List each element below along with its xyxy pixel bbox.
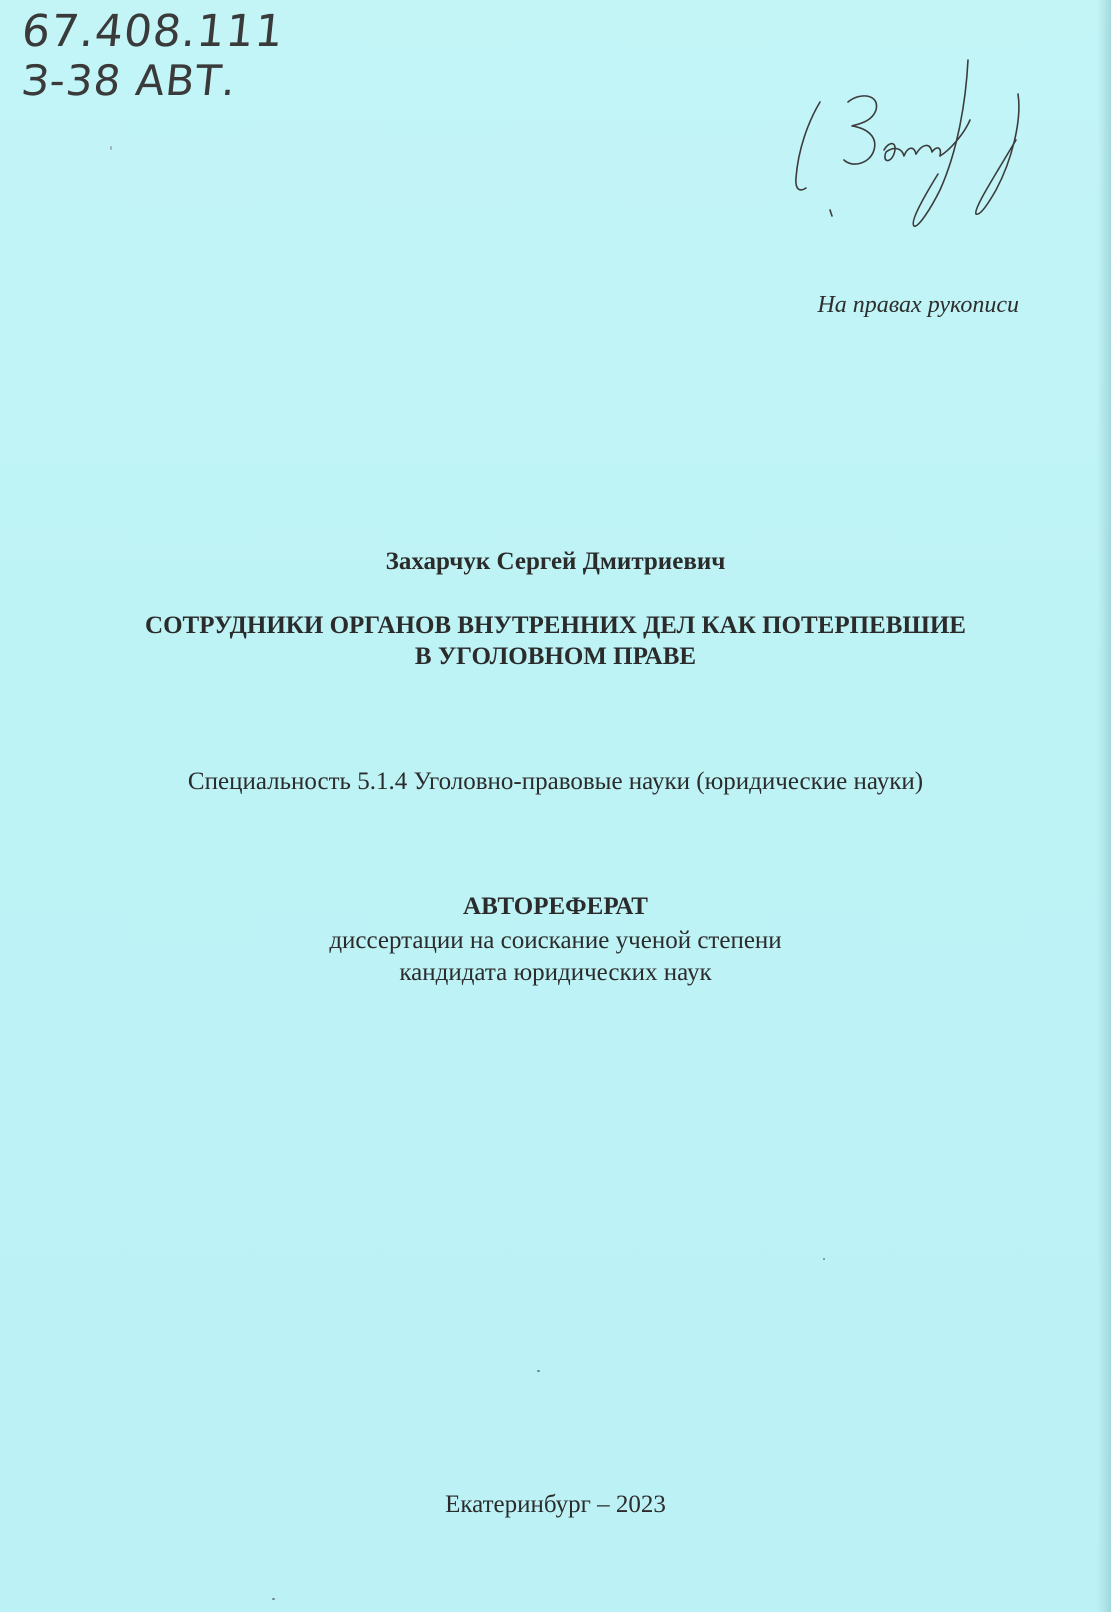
page-edge-shadow [1097,0,1111,1612]
speciality-line: Специальность 5.1.4 Уголовно-правовые науки (юридические науки) [187,768,924,795]
title-line-1: СОТРУДНИКИ ОРГАНОВ ВНУТРЕННИХ ДЕЛ КАК ПОТЕРПЕВШИЕ [145,612,966,639]
abstract-heading: АВТОРЕФЕРАТ [463,893,648,920]
handwritten-signature [790,50,1040,240]
author-name: Захарчук Сергей Дмитриевич [385,548,726,575]
abstract-description [0,925,1111,989]
dissertation-title [0,610,1111,672]
title-line-2: В УГОЛОВНОМ ПРАВЕ [414,643,697,670]
catalog-mark-line-2: З-38 АВТ. [19,56,240,105]
rights-note: На правах рукописи [817,292,1019,318]
abstract-line-1: диссертации на соискание ученой степени [329,927,782,954]
paper-speck [537,1370,540,1372]
paper-speck [272,1598,275,1600]
handwritten-catalog-mark [18,6,288,106]
place-and-year: Екатеринбург – 2023 [445,1491,666,1518]
catalog-mark-line-1: 67.408.111 [19,6,287,57]
paper-speck [110,146,112,150]
paper-speck [823,1258,825,1260]
abstract-line-2: кандидата юридических наук [399,959,712,986]
